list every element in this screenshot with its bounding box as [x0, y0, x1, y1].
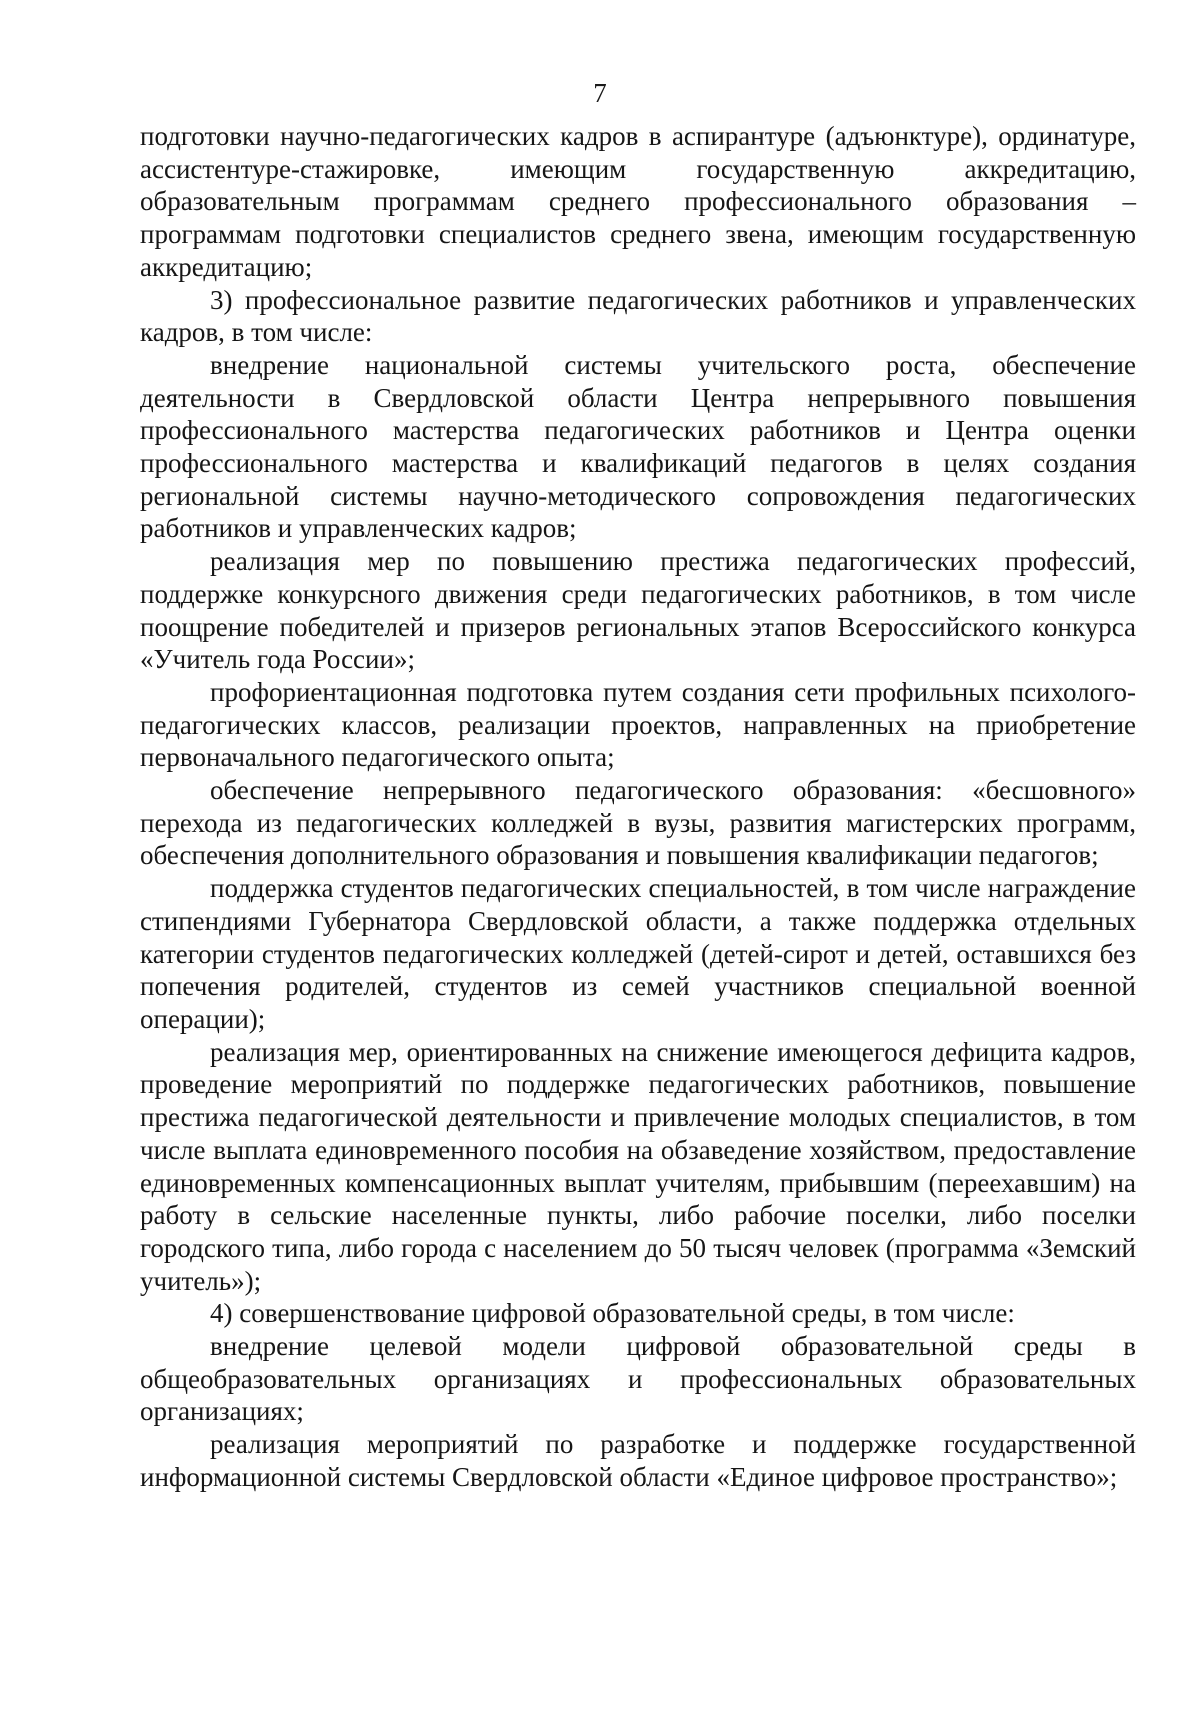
- paragraph: профориентационная подготовка путем создания сети профильных психолого-педагогических классов, реализации проектов, направленных на приобретение первоначального педагогического опыта;: [140, 676, 1136, 773]
- document-body: [140, 120, 1136, 1494]
- paragraph: поддержка студентов педагогических специальностей, в том числе награждение стипендиями Губернатора Свердловской области, а также поддержка отдельных категории студентов педагогических колледжей (детей-сирот и детей, оставшихся без попечения родителей, студентов из семей участников специальной военной операции);: [140, 873, 1136, 1034]
- paragraph: 4) совершенствование цифровой образовательной среды, в том числе:: [210, 1298, 1015, 1329]
- paragraph: внедрение национальной системы учительского роста, обеспечение деятельности в Свердловской области Центра непрерывного повышения профессионального мастерства педагогических работников и Центра оценки профессионального мастерства и квалификаций педагогов в целях создания региональной системы научно-методического сопровождения педагогических работников и управленческих кадров;: [140, 349, 1136, 544]
- paragraph: внедрение целевой модели цифровой образовательной среды в общеобразовательных организациях и профессиональных образовательных организациях;: [140, 1331, 1136, 1427]
- paragraph: реализация мер, ориентированных на снижение имеющегося дефицита кадров, проведение мероприятий по поддержке педагогических работников, повышение престижа педагогической деятельности и привлечение молодых специалистов, в том числе выплата единовременного пособия на обзаведение хозяйством, предоставление единовременных компенсационных выплат учителям, прибывшим (переехавшим) на работу в сельские населенные пункты, либо рабочие поселки, либо поселки городского типа, либо города с населением до 50 тысяч человек (программа «Земский учитель»);: [140, 1036, 1136, 1296]
- paragraph: обеспечение непрерывного педагогического образования: «бесшовного» перехода из педагогических колледжей в вузы, развития магистерских программ, обеспечения дополнительного образования и повышения квалификации педагогов;: [140, 775, 1136, 871]
- paragraph: подготовки научно-педагогических кадров в аспирантуре (адъюнктуре), ординатуре, ассистентуре-стажировке, имеющим государственную аккредитацию, образовательным программам среднего профессионального образования – программам подготовки специалистов среднего звена, имеющим государственную аккредитацию;: [140, 121, 1136, 282]
- paragraph: реализация мероприятий по разработке и поддержке государственной информационной системы Свердловской области «Единое цифровое пространство»;: [140, 1429, 1136, 1492]
- paragraph: 3) профессиональное развитие педагогических работников и управленческих кадров, в том числе:: [140, 284, 1136, 348]
- paragraph: реализация мер по повышению престижа педагогических профессий, поддержке конкурсного движения среди педагогических работников, в том числе поощрение победителей и призеров региональных этапов Всероссийского конкурса «Учитель года России»;: [140, 546, 1136, 675]
- page-number: 7: [593, 78, 607, 108]
